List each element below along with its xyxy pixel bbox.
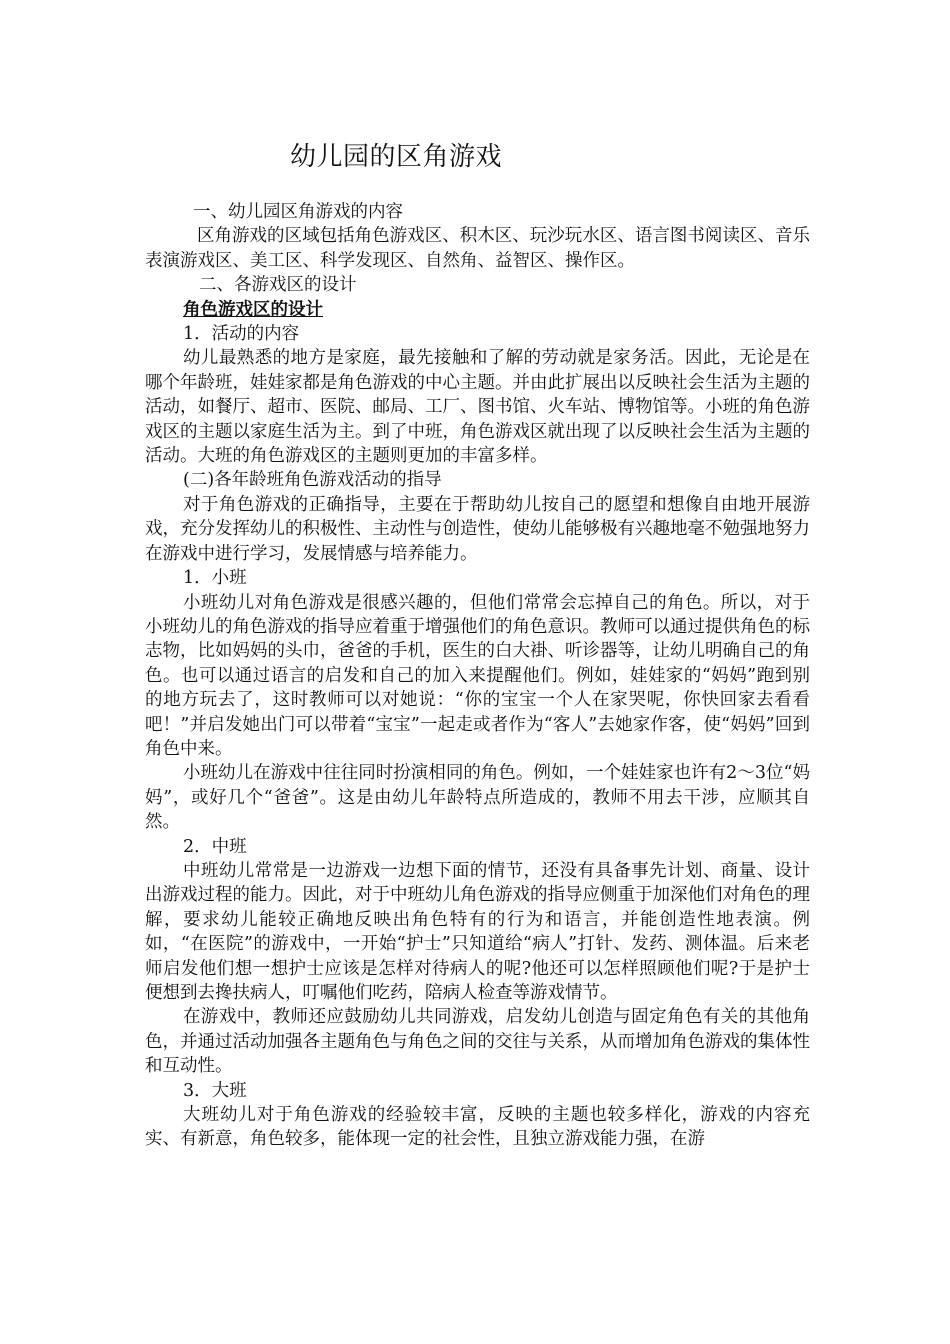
numbered-heading: 2．中班 [183,836,247,857]
paragraph: 中班幼儿常常是一边游戏一边想下面的情节，还没有具备事先计划、商量、设计出游戏过程的能力。因此，对于中班幼儿角色游戏的指导应侧重于加深他们对角色的理解，要求幼儿能较正确地反映出角色特有的行为和语言，并能创造性地表演。例如，“在医院”的游戏中，一开始“护士”只知道给“病人”打针、发药、测体温。后来老师启发他们想一想护士应该是怎样对待病人的呢?他还可以怎样照顾他们呢?于是护士便想到去搀扶病人，叮嘱他们吃药，陪病人检查等游戏情节。 [145,860,810,1003]
numbered-heading: 1．活动的内容 [183,324,300,345]
paragraph: 大班幼儿对于角色游戏的经验较丰富，反映的主题也较多样化，游戏的内容充实、有新意，角色较多，能体现一定的社会性，且独立游戏能力强，在游 [145,1105,810,1150]
paragraph: 对于角色游戏的正确指导，主要在于帮助幼儿按自己的愿望和想像自由地开展游戏，充分发挥幼儿的积极性、主动性与创造性，使幼儿能够极有兴趣地毫不勉强地努力在游戏中进行学习，发展情感与培养能力。 [145,494,810,564]
paragraph: 在游戏中，教师还应鼓励幼儿共同游戏，启发幼儿创造与固定角色有关的其他角色，并通过活动加强各主题角色与角色之间的交往与关系，从而增加角色游戏的集体性和互动性。 [145,1007,810,1077]
paragraph: 小班幼儿在游戏中往往同时扮演相同的角色。例如，一个娃娃家也许有2～3位“妈妈”，或好几个“爸爸”。这是由幼儿年龄特点所造成的，教师不用去干涉，应顺其自然。 [145,763,810,833]
subsection-heading: (二)各年龄班角色游戏活动的指导 [183,470,442,491]
paragraph: 幼儿最熟悉的地方是家庭，最先接触和了解的劳动就是家务活。因此，无论是在哪个年龄班，娃娃家都是角色游戏的中心主题。并由此扩展出以反映社会生活为主题的活动，如餐厅、超市、医院、邮局、工厂、图书馆、火车站、博物馆等。小班的角色游戏区的主题以家庭生活为主。到了中班，角色游戏区就出现了以反映社会生活为主题的活动。大班的角色游戏区的主题则更加的丰富多样。 [145,348,810,467]
document-title: 幼儿园的区角游戏 [290,142,503,172]
subsection-heading: 角色游戏区的设计 [183,299,323,320]
paragraph: 区角游戏的区域包括角色游戏区、积木区、玩沙玩水区、语言图书阅读区、音乐表演游戏区、美工区、科学发现区、自然角、益智区、操作区。 [145,226,810,271]
numbered-heading: 1．小班 [183,568,247,589]
paragraph: 小班幼儿对角色游戏是很感兴趣的，但他们常常会忘掉自己的角色。所以，对于小班幼儿的角色游戏的指导应着重于增强他们的角色意识。教师可以通过提供角色的标志物，比如妈妈的头巾，爸爸的手机，医生的白大褂、听诊器等，让幼儿明确自己的角色。也可以通过语言的启发和自己的加入来提醒他们。例如，娃娃家的“妈妈”跑到别的地方玩去了，这时教师可以对她说：“你的宝宝一个人在家哭呢，你快回家去看看吧！”并启发她出门可以带着“宝宝”一起走或者作为“客人”去她家作客，使“妈妈”回到角色中来。 [145,592,810,759]
document-body [145,200,810,1152]
numbered-heading: 3．大班 [183,1080,247,1101]
section-heading-2: 二、各游戏区的设计 [199,275,357,296]
section-heading-1: 一、幼儿园区角游戏的内容 [193,202,403,222]
